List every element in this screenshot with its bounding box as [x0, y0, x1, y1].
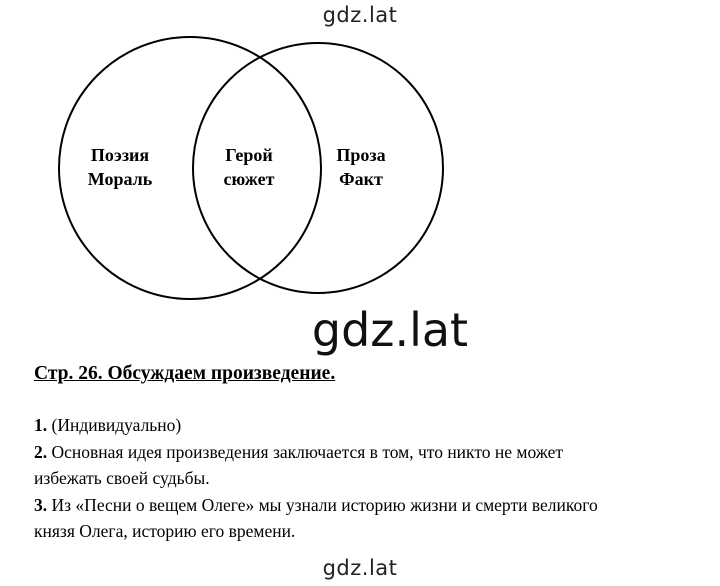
answer-2-text-1: Основная идея произведения заключается в том, что никто не может: [47, 441, 564, 462]
venn-label-right: [316, 143, 406, 191]
venn-label-overlap: [204, 143, 294, 191]
answer-1-number: 1.: [34, 415, 48, 435]
answer-2-number: 2.: [34, 441, 48, 462]
answer-2: [34, 439, 704, 466]
answer-1: [34, 412, 704, 439]
watermark-bottom: gdz.lat: [322, 556, 398, 580]
venn-overlap-line-2: сюжет: [223, 169, 275, 189]
venn-right-line-1: Проза: [336, 145, 386, 165]
answer-1-text: (Индивидуально): [47, 415, 182, 435]
venn-left-line-2: Мораль: [87, 169, 153, 189]
watermark-middle: gdz.lat: [311, 303, 469, 357]
answer-3-continued: [34, 518, 704, 545]
answer-3-number: 3.: [34, 494, 48, 515]
answer-3: [34, 492, 704, 519]
answer-3-text-2: князя Олега, историю его времени.: [34, 521, 296, 541]
answer-2-text-2: избежать своей судьбы.: [34, 468, 210, 488]
watermark-top: gdz.lat: [322, 3, 398, 27]
answers-list: [34, 412, 704, 545]
answer-2-continued: [34, 465, 704, 492]
section-heading: Стр. 26. Обсуждаем произведение.: [34, 363, 336, 384]
answer-3-text-1: Из «Песни о вещем Олеге» мы узнали историю жизни и смерти великого: [47, 494, 598, 515]
venn-right-line-2: Факт: [339, 169, 383, 189]
venn-overlap-line-1: Герой: [225, 145, 273, 165]
venn-label-left: [70, 143, 170, 191]
venn-left-line-1: Поэзия: [90, 145, 150, 165]
